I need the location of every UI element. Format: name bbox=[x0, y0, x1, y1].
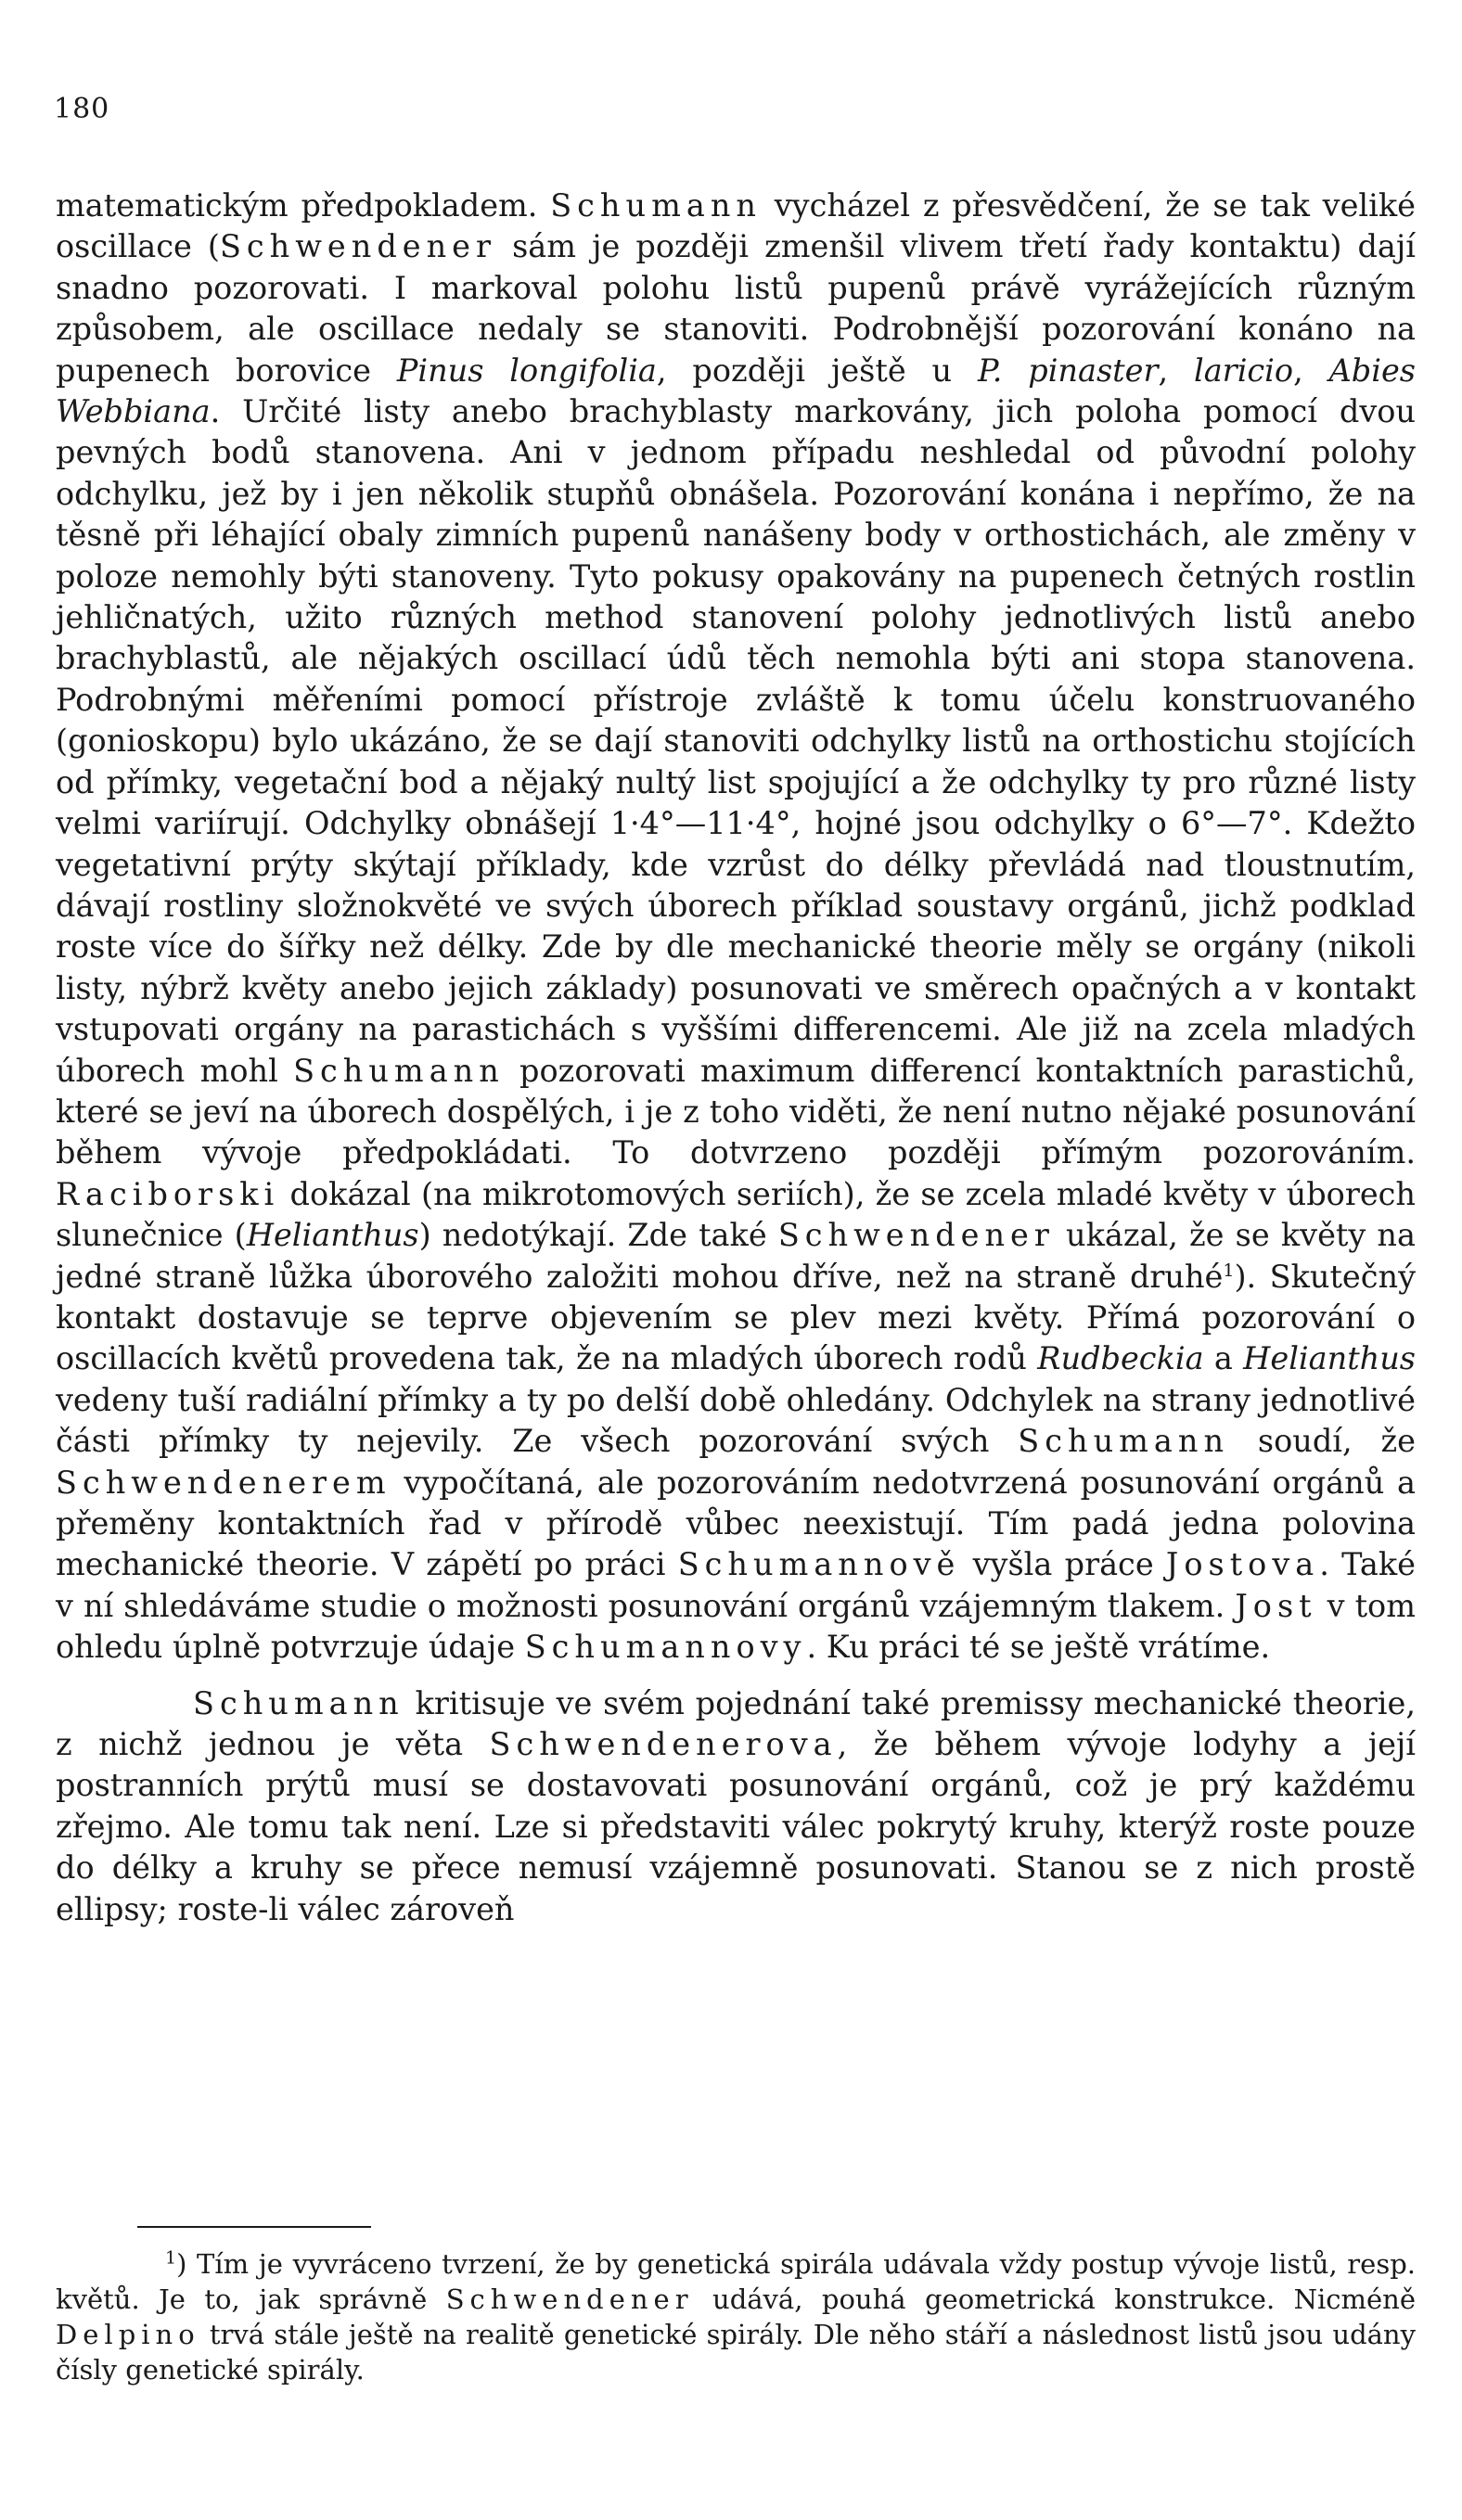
author-name: Delpino bbox=[56, 2319, 200, 2350]
text-run: vypočítaná, ale pozorováním nedotvrzená posunování orgánů a přeměny kontaktních řad v přírodě vůbec neexistují. Tím padá jedna polovina mechanické theorie. V zápětí po práci bbox=[56, 1464, 1416, 1583]
author-name: Jostova bbox=[1165, 1546, 1320, 1583]
text-run: . Také v ní shledáváme studie o možnosti posunování orgánů vzájemným tlakem. bbox=[56, 1546, 1416, 1624]
paragraph-1 bbox=[56, 185, 1416, 1669]
text-run: dokázal (na mikrotomových seriích), že se zcela mladé květy v úborech slunečnice ( bbox=[56, 1175, 1416, 1254]
footnote-reference: 1 bbox=[1223, 1260, 1235, 1281]
author-name: Schumannově bbox=[677, 1546, 961, 1583]
text-run: ) Tím je vyvráceno tvrzení, že by genetická spirála udávala vždy postup vývoje listů, resp. květů. Je to, jak správně bbox=[56, 2248, 1416, 2315]
text-run: v tom ohledu úplně potvrzuje údaje bbox=[56, 1587, 1416, 1666]
author-name: Schumannovy bbox=[524, 1629, 807, 1666]
author-name: Schwendener bbox=[219, 228, 497, 265]
author-name: Schumann bbox=[550, 187, 762, 224]
text-run: , později ještě u bbox=[656, 352, 978, 389]
author-name: Jost bbox=[1235, 1587, 1317, 1624]
italic-term: Abies Webbiana bbox=[56, 352, 1416, 430]
author-name: Schumann bbox=[193, 1684, 404, 1721]
italic-term: Helianthus bbox=[246, 1217, 419, 1254]
text-run: . Určité listy anebo brachyblasty markovány, jich poloha pomocí dvou pevných bodů stanovena. Ani v jednom případu neshledal od původní polohy odchylku, jež by i jen několik stupňů obnášela. Pozorování konána i nepřímo, že na těsně při léhající obaly zimních pupenů nanášeny body v orthostichách, ale změny v poloze nemohly býti stanoveny. Tyto pokusy opakovány na pupenech četných rostlin jehličnatých, užito různých method stanovení polohy jednotlivých listů anebo brachyblastů, ale nějakých oscillací údů těch nemohla býti ani stopa stanovena. Podrobnými měřeními pomocí přístroje zvláště k tomu účelu konstruovaného (goniоskopu) bylo ukázáno, že se dají stanoviti odchylky listů na orthostichu stojících od přímky, vegetační bod a nějaký nultý list spojující a že odchylky ty pro různé listy velmi variírují. Odchylky obnášejí 1·4°—11·4°, hojné jsou odchylky o 6°—7°. Kdežto vegetativní prýty skýtají příklady, kde vzrůst do délky převládá nad tloustnutím, dávají rostliny složnokvěté ve svých úborech příklad soustavy orgánů, jichž podklad roste více do šířky než délky. Zde by dle mechanické theorie měly se orgány (nikoli listy, nýbrž květy anebo jejich základy) posunovati ve směrech opačných a v kontakt vstupovati orgány na parastichách s vyššími differencemi. Ale již na zcela mladých úborech mohl bbox=[56, 393, 1416, 1089]
text-run: , bbox=[1293, 352, 1329, 389]
page-number: 180 bbox=[54, 93, 110, 125]
italic-term: laricio bbox=[1194, 352, 1294, 389]
body-text bbox=[56, 185, 1416, 1930]
footnote-text bbox=[56, 2248, 1416, 2386]
text-run: vyšla práce bbox=[960, 1546, 1166, 1583]
text-run: matematickým předpokladem. bbox=[56, 187, 551, 224]
text-run: soudí, že bbox=[1229, 1423, 1417, 1460]
text-run: ukázal, že se květy na jedné straně lůžka úborového založiti mohou dříve, než na straně druhé bbox=[56, 1217, 1416, 1295]
text-run: a bbox=[1203, 1340, 1244, 1377]
text-run: , že během vývoje lodyhy a její postranních prýtů musí se dostavovati posunování orgánů, což je prý každému zřejmo. Ale tomu tak není. Lze si představiti válec pokrytý kruhy, kterýž roste pouze do délky a kruhy se přece nemusí vzájemně posunovati. Stanou se z nich prostě ellipsy; roste-li válec zároveň bbox=[56, 1726, 1417, 1927]
text-run: ) nedotýkají. Zde také bbox=[418, 1217, 778, 1254]
footnote bbox=[56, 2246, 1416, 2387]
author-name: Raciborski bbox=[56, 1175, 280, 1212]
author-name: Schumann bbox=[293, 1052, 505, 1089]
text-run: , bbox=[1158, 352, 1194, 389]
author-name: Schumann bbox=[1018, 1423, 1230, 1460]
footnote-marker: 1 bbox=[165, 2247, 177, 2269]
author-name: Schwendenerem bbox=[56, 1464, 391, 1501]
author-name: Schwendener bbox=[777, 1217, 1055, 1254]
author-name: Schwendener bbox=[445, 2283, 694, 2315]
text-run: trvá stále ještě na realitě genetické spirály. Dle něho stáří a následnost listů jsou udány čísly genetické spirály. bbox=[56, 2319, 1416, 2386]
italic-term: P. pinaster bbox=[977, 352, 1159, 389]
italic-term: Helianthus bbox=[1243, 1340, 1416, 1377]
text-run: ). Skutečný kontakt dostavuje se teprve objevením se plev mezi květy. Přímá pozorování o oscillacích květů provedena tak, že na mladých úborech rodů bbox=[56, 1258, 1417, 1377]
text-run: pozorovati maximum differencí kontaktních parastichů, které se jeví na úborech dospělých, i je z toho viděti, že není nutno nějaké posunování během vývoje předpokládati. To dotvrzeno později přímým pozorováním. bbox=[56, 1052, 1417, 1171]
text-run: . Ku práci té se ještě vrátíme. bbox=[806, 1629, 1271, 1666]
paragraph-2 bbox=[56, 1683, 1416, 1930]
footnote-separator bbox=[137, 2226, 371, 2228]
text-run: vedeny tuší radiální přímky a ty po delší době ohledány. Odchylek na strany jednotlivé části přímky ty nejevily. Ze všech pozorování svých bbox=[56, 1381, 1416, 1460]
italic-term: Pinus longifolia bbox=[396, 352, 657, 389]
text-run: sám je později zmenšil vlivem třetí řady kontaktu) dají snadno pozorovati. I markoval polohu listů pupenů právě vyrážejících různým způsobem, ale oscillace nedaly se stanoviti. Podrobnější pozorování konáno na pupenech borovice bbox=[56, 228, 1416, 389]
italic-term: Rudbeckia bbox=[1037, 1340, 1204, 1377]
text-run: vycházel z přesvědčení, že se tak veliké oscillace ( bbox=[56, 187, 1416, 265]
author-name: Schwendenerova bbox=[489, 1726, 838, 1763]
text-run: udává, pouhá geometrická konstrukce. Nicméně bbox=[693, 2283, 1416, 2315]
text-run: kritisuje ve svém pojednání také premissy mechanické theorie, z nichž jednou je věta bbox=[56, 1684, 1416, 1763]
